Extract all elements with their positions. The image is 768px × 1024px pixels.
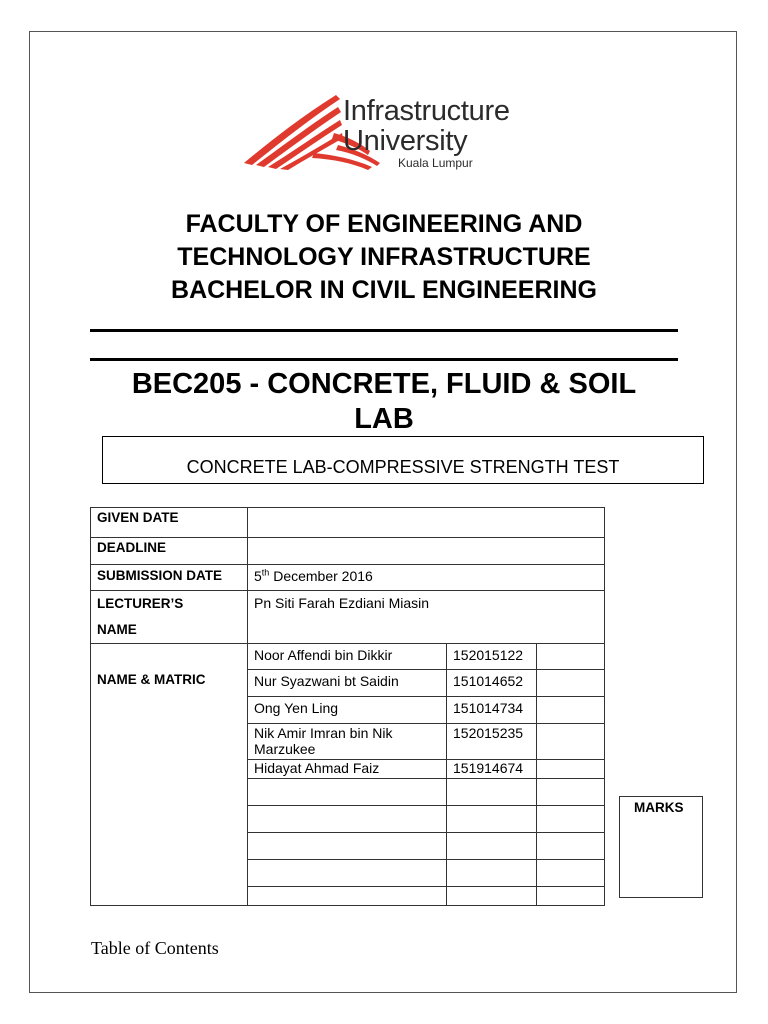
faculty-line1: FACULTY OF ENGINEERING AND xyxy=(185,210,583,238)
submission-info-table xyxy=(90,507,605,906)
given-date-value[interactable] xyxy=(248,508,605,538)
row-given-date xyxy=(91,508,605,538)
student-name: Ong Yen Ling xyxy=(248,697,447,724)
course-line2: LAB xyxy=(354,403,414,435)
empty-cell[interactable] xyxy=(248,806,447,833)
deadline-value[interactable] xyxy=(248,538,605,565)
submission-date-label: SUBMISSION DATE xyxy=(91,565,248,591)
student-row xyxy=(91,644,605,670)
empty-cell[interactable] xyxy=(447,779,537,806)
student-matric: 151914674 xyxy=(447,760,537,779)
student-name: Nik Amir Imran bin Nik Marzukee xyxy=(248,724,447,760)
course-heading xyxy=(90,367,678,437)
row-submission-date xyxy=(91,565,605,591)
empty-cell[interactable] xyxy=(537,860,605,887)
university-name-line1: Infrastructure xyxy=(343,95,510,127)
submission-month-year: December 2016 xyxy=(269,568,373,584)
empty-cell[interactable] xyxy=(248,833,447,860)
student-matric: 152015235 xyxy=(447,724,537,760)
student-extra-cell xyxy=(537,724,605,760)
student-name: Nur Syazwani bt Saidin xyxy=(248,670,447,697)
student-matric: 152015122 xyxy=(447,644,537,670)
empty-cell[interactable] xyxy=(537,806,605,833)
student-name: Noor Affendi bin Dikkir xyxy=(248,644,447,670)
divider-rule-bottom xyxy=(90,358,678,361)
empty-cell[interactable] xyxy=(447,833,537,860)
university-name-line2: University xyxy=(343,125,468,157)
lecturer-value: Pn Siti Farah Ezdiani Miasin xyxy=(248,591,605,644)
student-extra-cell xyxy=(537,644,605,670)
marks-label: MARKS xyxy=(634,800,684,815)
student-name: Hidayat Ahmad Faiz xyxy=(248,760,447,779)
course-line1: BEC205 - CONCRETE, FLUID & SOIL xyxy=(131,368,637,400)
table-of-contents-heading: Table of Contents xyxy=(91,938,219,958)
name-matric-label: NAME & MATRIC xyxy=(91,644,248,906)
university-wordmark xyxy=(343,96,510,170)
submission-day: 5 xyxy=(254,568,262,584)
empty-cell[interactable] xyxy=(537,887,605,906)
student-matric: 151014734 xyxy=(447,697,537,724)
empty-cell[interactable] xyxy=(537,833,605,860)
empty-cell[interactable] xyxy=(447,806,537,833)
lecturer-label-line2: NAME xyxy=(97,622,137,637)
lecturer-label xyxy=(91,591,248,644)
divider-rule-top xyxy=(90,329,678,332)
marks-box xyxy=(619,796,703,898)
row-lecturer xyxy=(91,591,605,644)
student-extra-cell xyxy=(537,670,605,697)
empty-cell[interactable] xyxy=(447,860,537,887)
empty-cell[interactable] xyxy=(248,887,447,906)
experiment-title: CONCRETE LAB-COMPRESSIVE STRENGTH TEST xyxy=(102,436,704,484)
faculty-line2: TECHNOLOGY INFRASTRUCTURE xyxy=(177,243,591,271)
student-matric: 151014652 xyxy=(447,670,537,697)
row-deadline xyxy=(91,538,605,565)
empty-cell[interactable] xyxy=(447,887,537,906)
student-extra-cell xyxy=(537,697,605,724)
submission-date-value xyxy=(248,565,605,591)
faculty-line3: BACHELOR IN CIVIL ENGINEERING xyxy=(171,276,597,304)
student-extra-cell xyxy=(537,760,605,779)
empty-cell[interactable] xyxy=(537,779,605,806)
university-location: Kuala Lumpur xyxy=(398,156,473,170)
lecturer-label-line1: LECTURER’S xyxy=(97,596,184,611)
empty-cell[interactable] xyxy=(248,779,447,806)
deadline-label: DEADLINE xyxy=(91,538,248,565)
submission-day-suffix: th xyxy=(261,567,270,578)
given-date-label: GIVEN DATE xyxy=(91,508,248,538)
empty-cell[interactable] xyxy=(248,860,447,887)
faculty-heading xyxy=(90,208,678,307)
